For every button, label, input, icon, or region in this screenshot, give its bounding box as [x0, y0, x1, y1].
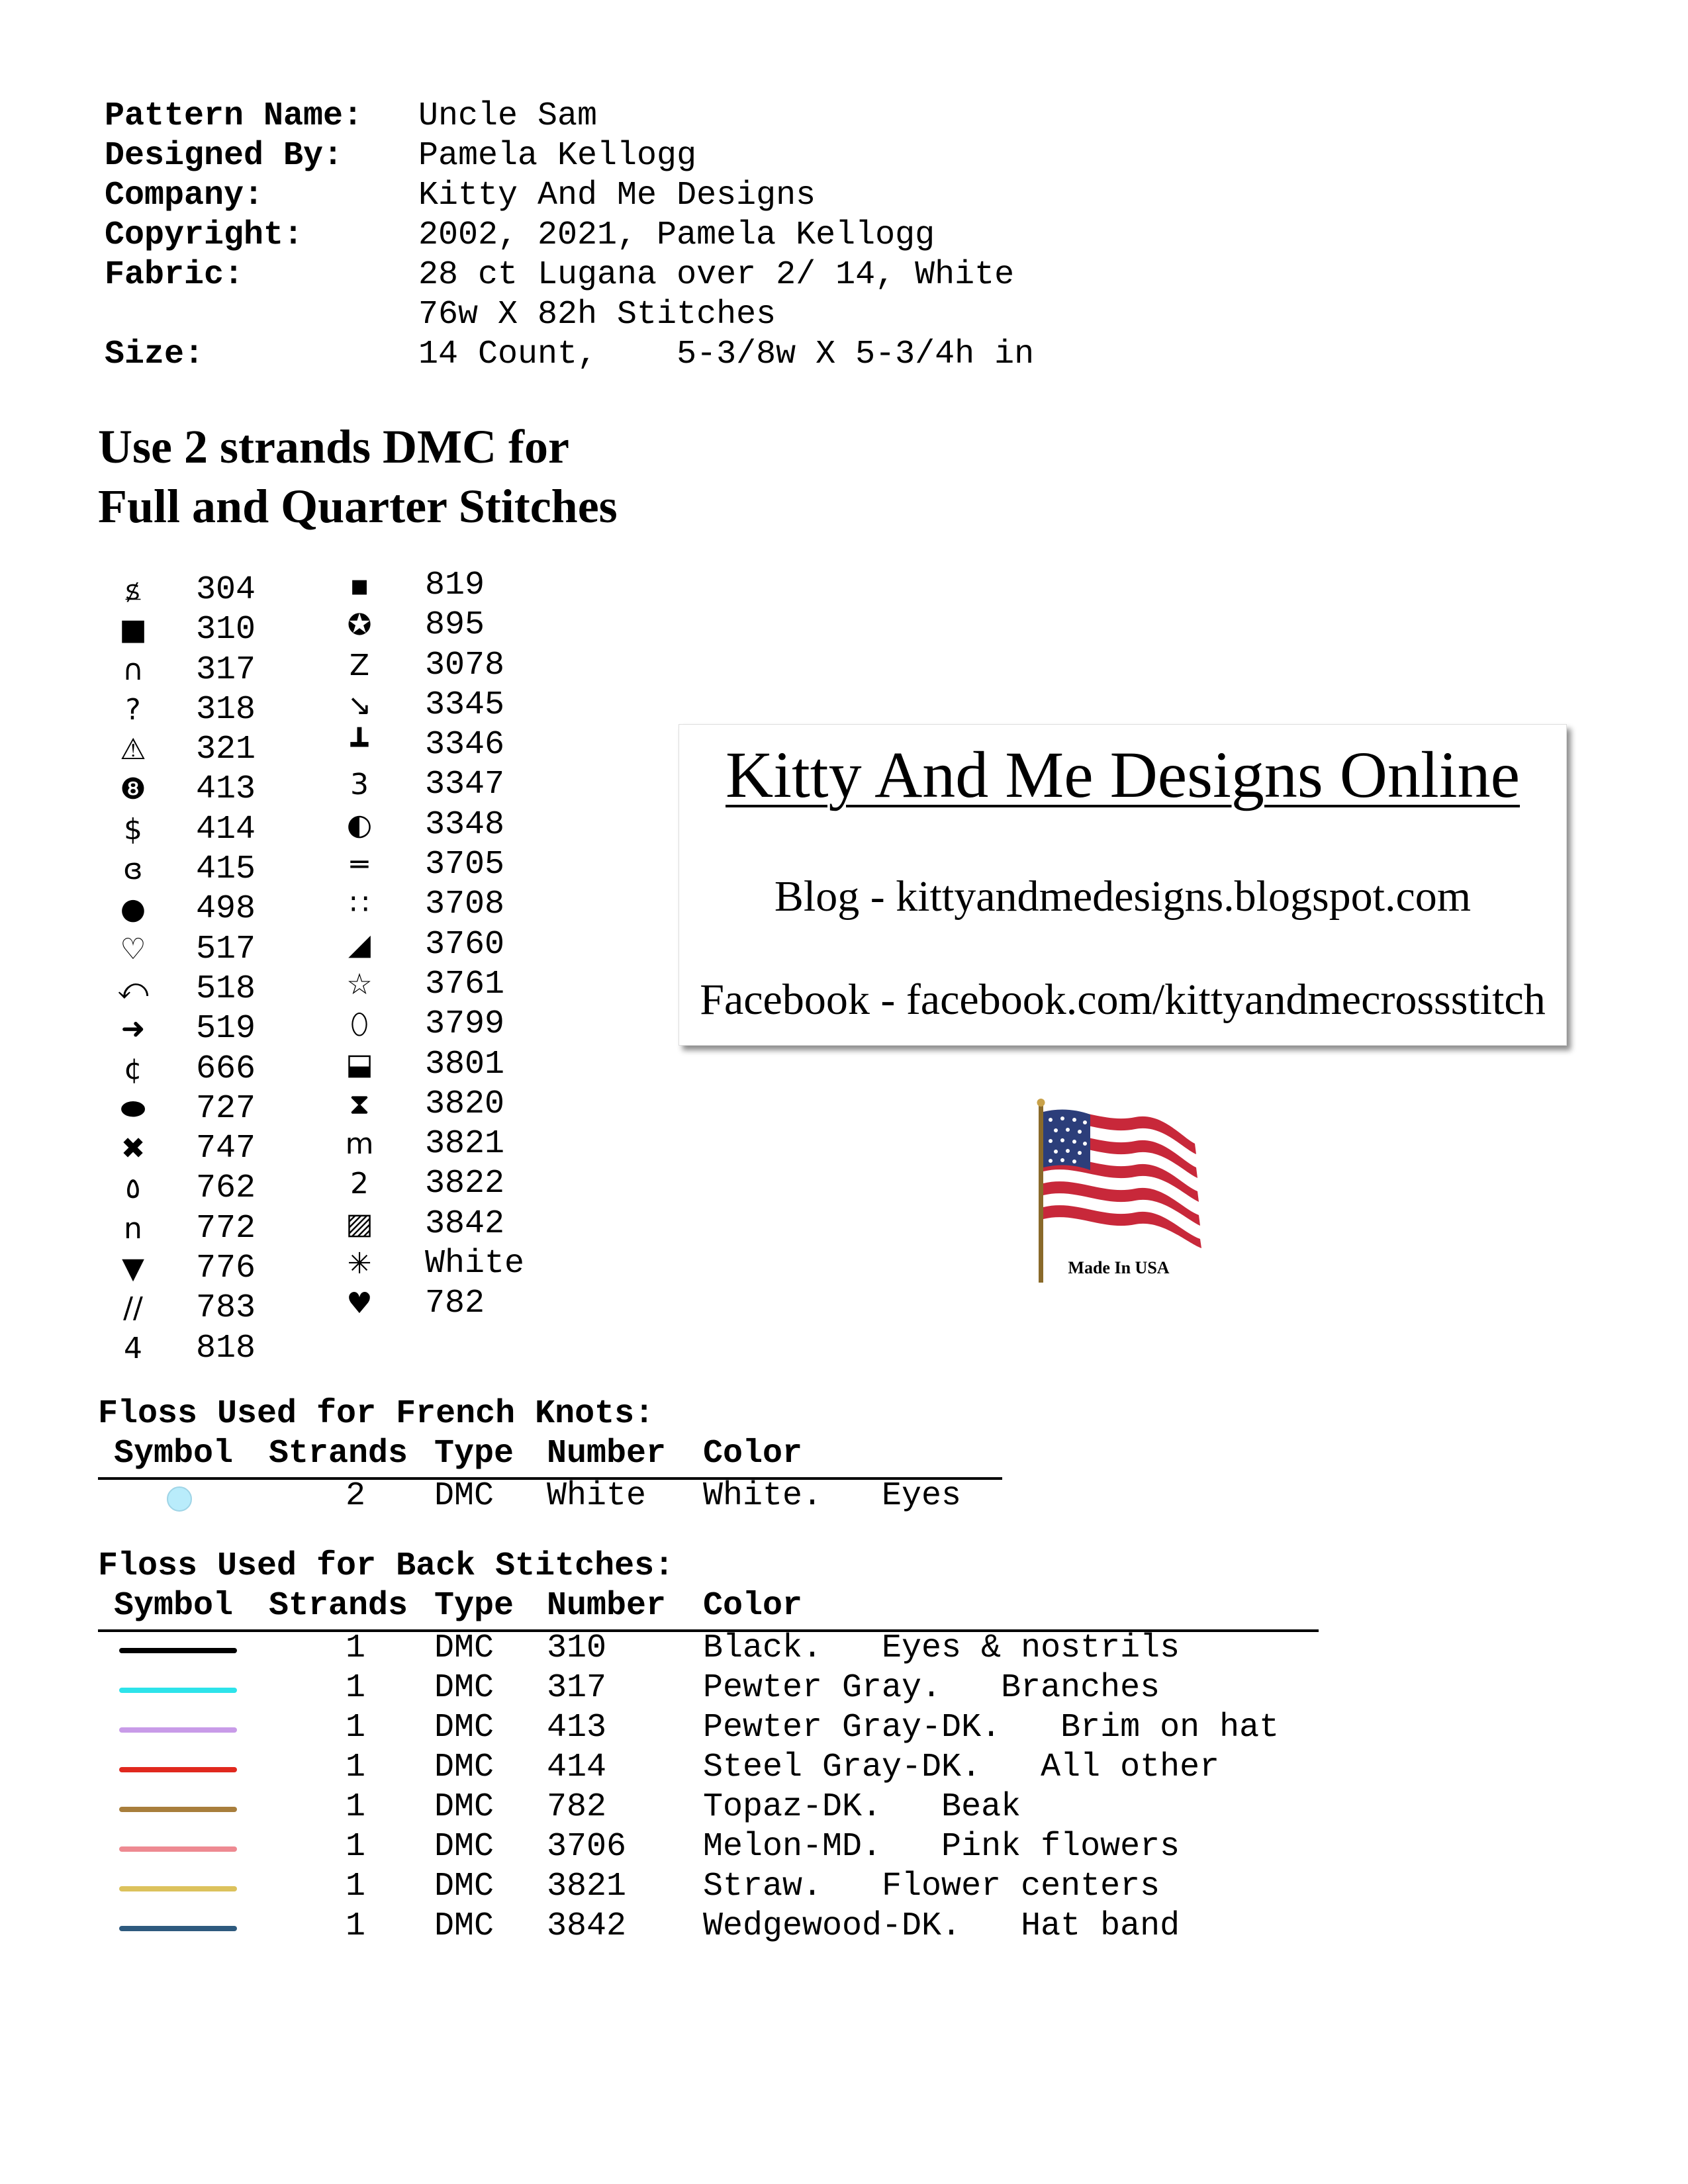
floss-number: 3842: [425, 1205, 505, 1243]
heading-line-2: Full and Quarter Stitches: [98, 480, 618, 533]
floss-number: 3822: [425, 1165, 505, 1203]
number-cell: 310: [547, 1629, 607, 1667]
floss-number: 783: [196, 1289, 256, 1328]
info-value: 2002, 2021, Pamela Kellogg: [418, 216, 935, 254]
floss-number: 3801: [425, 1045, 505, 1083]
flag-pole: [1039, 1103, 1043, 1283]
color-cell: Pewter Gray. Branches: [703, 1669, 1160, 1707]
table-header: Type: [434, 1587, 514, 1625]
floss-number: 776: [196, 1250, 256, 1288]
floss-number: 518: [196, 970, 256, 1008]
info-label: Size:: [105, 336, 205, 373]
floss-number: White: [425, 1245, 525, 1283]
color-cell: Pewter Gray-DK. Brim on hat: [703, 1709, 1280, 1747]
floss-number: 818: [196, 1329, 256, 1367]
number-cell: White: [547, 1477, 647, 1515]
type-cell: DMC: [434, 1477, 494, 1515]
stitch-symbol-icon: ❽: [120, 772, 146, 807]
stitch-symbol-icon: ═: [350, 848, 369, 882]
floss-number: 3345: [425, 686, 505, 724]
stitch-symbol-icon: ✪: [347, 608, 372, 643]
color-cell: Topaz-DK. Beak: [703, 1788, 1021, 1826]
info-value: 28 ct Lugana over 2/ 14, White: [418, 256, 1015, 294]
table-header: Color: [703, 1435, 803, 1473]
stitch-symbol-icon: ◢: [348, 927, 371, 962]
stitch-symbol-icon: 4: [124, 1331, 142, 1365]
strands-cell: 1: [346, 1669, 366, 1707]
number-cell: 413: [547, 1709, 607, 1747]
info-value: 14 Count, 5-3/8w X 5-3/4h in: [418, 336, 1035, 373]
number-cell: 782: [547, 1788, 607, 1826]
strands-cell: 1: [346, 1828, 366, 1866]
french-knots-title: Floss Used for French Knots:: [98, 1395, 655, 1433]
floss-number: 310: [196, 611, 256, 649]
strands-cell: 1: [346, 1709, 366, 1747]
info-value: 76w X 82h Stitches: [418, 296, 776, 334]
stitch-symbol-icon: 3: [350, 768, 369, 802]
heading-line-1: Use 2 strands DMC for: [98, 420, 569, 473]
floss-number: 517: [196, 930, 256, 968]
stitch-symbol-icon: ●: [120, 892, 146, 927]
floss-number: 747: [196, 1130, 256, 1168]
stitch-symbol-icon: m: [345, 1127, 374, 1161]
info-label: Company:: [105, 177, 264, 214]
stitch-symbol-icon: ➜: [120, 1012, 146, 1046]
stitch-symbol-icon: ⚠: [120, 733, 146, 767]
floss-number: 519: [196, 1010, 256, 1048]
floss-line-swatch: [119, 1648, 237, 1653]
stitch-symbol-icon: ٥: [125, 1171, 141, 1206]
floss-number: 819: [425, 567, 485, 604]
floss-line-swatch: [119, 1807, 237, 1812]
floss-number: 318: [196, 690, 256, 729]
type-cell: DMC: [434, 1868, 494, 1905]
floss-number: 3705: [425, 846, 505, 884]
type-cell: DMC: [434, 1907, 494, 1945]
stitch-symbol-icon: ■: [119, 613, 147, 647]
stitch-symbol-icon: ♡: [120, 932, 146, 966]
floss-number: 3820: [425, 1085, 505, 1123]
floss-line-swatch: [119, 1886, 237, 1891]
type-cell: DMC: [434, 1709, 494, 1747]
stitch-symbol-icon: Z: [349, 648, 370, 682]
number-cell: 414: [547, 1749, 607, 1786]
type-cell: DMC: [434, 1788, 494, 1826]
info-value: Kitty And Me Designs: [418, 177, 816, 214]
floss-number: 3760: [425, 925, 505, 964]
stitch-symbol-icon: ⬓: [346, 1047, 373, 1081]
table-header: Strands: [269, 1587, 408, 1625]
stitch-symbol-icon: 2: [350, 1167, 369, 1201]
floss-number: 3708: [425, 886, 505, 924]
floss-line-swatch: [119, 1688, 237, 1693]
info-label: Pattern Name:: [105, 97, 363, 135]
floss-number: 3346: [425, 726, 505, 764]
strands-cell: 2: [346, 1477, 366, 1515]
floss-number: 413: [196, 770, 256, 809]
floss-line-swatch: [119, 1767, 237, 1772]
floss-number: 317: [196, 651, 256, 689]
stitch-symbol-icon: ▨: [346, 1206, 373, 1241]
number-cell: 3821: [547, 1868, 627, 1905]
table-header: Number: [547, 1587, 667, 1625]
stitch-symbol-icon: ɞ: [123, 852, 143, 887]
floss-number: 498: [196, 890, 256, 929]
floss-color-swatch: [167, 1486, 192, 1512]
stitch-symbol-icon: ☆: [346, 967, 373, 1001]
strands-cell: 1: [346, 1788, 366, 1826]
floss-number: 772: [196, 1209, 256, 1248]
info-label: Copyright:: [105, 216, 304, 254]
floss-number: 321: [196, 731, 256, 769]
strands-cell: 1: [346, 1907, 366, 1945]
stitch-symbol-icon: ✖: [120, 1132, 146, 1166]
stitch-symbol-icon: ∷: [350, 887, 369, 922]
stitch-symbol-icon: ┻: [350, 728, 369, 762]
floss-line-swatch: [119, 1926, 237, 1931]
type-cell: DMC: [434, 1828, 494, 1866]
color-cell: White. Eyes: [703, 1477, 962, 1515]
strands-cell: 1: [346, 1629, 366, 1667]
stitch-symbol-icon: ?: [125, 692, 141, 727]
info-value: Pamela Kellogg: [418, 137, 697, 175]
type-cell: DMC: [434, 1669, 494, 1707]
stitch-symbol-icon: ⤺: [117, 972, 149, 1006]
floss-number: 3761: [425, 965, 505, 1003]
online-title: Kitty And Me Designs Online: [726, 738, 1520, 811]
instructions-heading: [98, 417, 618, 536]
floss-number: 3348: [425, 805, 505, 844]
blog-link[interactable]: Blog - kittyandmedesigns.blogspot.com: [774, 872, 1472, 921]
info-label: Fabric:: [105, 256, 244, 294]
color-cell: Black. Eyes & nostrils: [703, 1629, 1180, 1667]
stitch-symbol-icon: ↘: [347, 688, 372, 722]
table-header: Number: [547, 1435, 667, 1473]
table-header: Symbol: [114, 1587, 234, 1625]
color-cell: Melon-MD. Pink flowers: [703, 1828, 1180, 1866]
strands-cell: 1: [346, 1749, 366, 1786]
type-cell: DMC: [434, 1629, 494, 1667]
color-cell: Steel Gray-DK. All other: [703, 1749, 1220, 1786]
stitch-symbol-icon: ꟍ: [125, 573, 141, 607]
back-stitches-title: Floss Used for Back Stitches:: [98, 1547, 675, 1585]
stitch-symbol-icon: ⧗: [349, 1087, 370, 1121]
stitch-symbol-icon: ⬯: [350, 1007, 369, 1042]
table-header: Type: [434, 1435, 514, 1473]
floss-line-swatch: [119, 1727, 237, 1733]
floss-number: 895: [425, 606, 485, 645]
floss-number: 762: [196, 1169, 256, 1208]
facebook-link[interactable]: Facebook - facebook.com/kittyandmecrossstitch: [700, 976, 1546, 1024]
stitch-symbol-icon: ¢: [124, 1052, 142, 1086]
stitch-symbol-icon: ◐: [346, 807, 373, 842]
online-info-box: [679, 724, 1567, 1046]
table-header: Strands: [269, 1435, 408, 1473]
stitch-symbol-icon: ▼: [122, 1251, 144, 1286]
stitch-symbol-icon: //: [123, 1291, 143, 1326]
number-cell: 3842: [547, 1907, 627, 1945]
table-header: Color: [703, 1587, 803, 1625]
stitch-symbol-icon: $: [124, 812, 142, 846]
floss-number: 414: [196, 810, 256, 848]
stitch-symbol-icon: ▪: [350, 569, 369, 602]
stitch-symbol-icon: ⬬: [120, 1091, 146, 1126]
info-value: Uncle Sam: [418, 97, 598, 135]
floss-number: 3347: [425, 766, 505, 804]
type-cell: DMC: [434, 1749, 494, 1786]
number-cell: 317: [547, 1669, 607, 1707]
flag-caption: Made In USA: [1068, 1258, 1170, 1277]
floss-number: 3799: [425, 1005, 505, 1044]
floss-number: 304: [196, 571, 256, 609]
floss-number: 782: [425, 1285, 485, 1323]
floss-number: 3821: [425, 1125, 505, 1163]
flag-pole-finial: [1037, 1099, 1045, 1107]
stitch-symbol-icon: ∩: [122, 653, 144, 687]
stitch-symbol-icon: ♥: [346, 1287, 373, 1321]
stitch-symbol-icon: ✳: [347, 1247, 372, 1281]
color-cell: Wedgewood-DK. Hat band: [703, 1907, 1180, 1945]
table-header: Symbol: [114, 1435, 234, 1473]
made-in-usa-flag-image: [1029, 1097, 1208, 1289]
info-label: Designed By:: [105, 137, 344, 175]
stitch-symbol-icon: n: [124, 1211, 142, 1246]
floss-number: 666: [196, 1050, 256, 1088]
floss-number: 3078: [425, 646, 505, 684]
color-cell: Straw. Flower centers: [703, 1868, 1160, 1905]
strands-cell: 1: [346, 1868, 366, 1905]
floss-number: 415: [196, 850, 256, 889]
floss-line-swatch: [119, 1846, 237, 1852]
number-cell: 3706: [547, 1828, 627, 1866]
floss-number: 727: [196, 1089, 256, 1128]
